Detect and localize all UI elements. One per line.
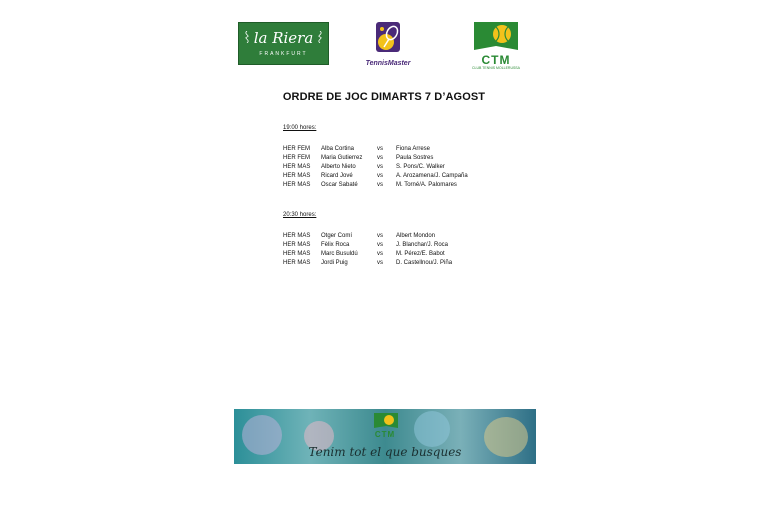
- match-category: HER MAS: [283, 242, 311, 248]
- match-player-2: Paula Sostres: [396, 155, 434, 161]
- match-row: [283, 172, 503, 181]
- match-row: [283, 259, 503, 268]
- match-vs: vs: [377, 155, 383, 161]
- match-player-1: Maria Gutierrez: [321, 155, 363, 161]
- match-category: HER MAS: [283, 260, 311, 266]
- match-player-2: Albert Mondon: [396, 233, 436, 239]
- ornament-icon: [243, 31, 251, 43]
- match-player-2: M. Pérez/E. Babot: [396, 251, 445, 257]
- match-row: [283, 154, 503, 163]
- match-category: HER FEM: [283, 146, 310, 152]
- match-player-2: D. Castellnou/J. Piña: [396, 260, 453, 266]
- match-player-2: M. Torné/A. Palomares: [396, 182, 457, 188]
- match-category: HER FEM: [283, 155, 310, 161]
- match-player-1: Fèlix Roca: [321, 242, 350, 248]
- match-vs: vs: [377, 164, 383, 170]
- match-row: [283, 232, 503, 241]
- match-vs: vs: [377, 251, 383, 257]
- match-player-1: Alba Cortina: [321, 146, 355, 152]
- page-title: ORDRE DE JOC DIMARTS 7 D’AGOST: [282, 91, 486, 103]
- match-vs: vs: [377, 146, 383, 152]
- match-row: [283, 250, 503, 259]
- match-category: HER MAS: [283, 164, 311, 170]
- match-player-1: Oscar Sabaté: [321, 182, 358, 188]
- ctm-ball-flag-icon: [464, 20, 528, 54]
- tennis-master-name: TennisMaster: [365, 60, 411, 67]
- match-vs: vs: [377, 173, 383, 179]
- la-riera-sub: FRANKFURT: [259, 51, 308, 57]
- match-player-1: Alberto Nieto: [321, 164, 356, 170]
- match-row: [283, 163, 503, 172]
- time-slot-label: 20:30 hores:: [283, 212, 317, 218]
- match-list: [283, 145, 503, 190]
- la-riera-name: la Riera: [253, 29, 314, 47]
- match-vs: vs: [377, 260, 383, 266]
- match-category: HER MAS: [283, 182, 311, 188]
- ctm-sub: CLUB TENNIS MOLLERUSSA: [472, 66, 520, 70]
- match-player-1: Marc Busuldú: [321, 251, 358, 257]
- match-player-1: Jordi Puig: [321, 260, 348, 266]
- match-row: [283, 241, 503, 250]
- match-category: HER MAS: [283, 233, 311, 239]
- match-player-1: Ricard Jové: [321, 173, 353, 179]
- match-row: [283, 181, 503, 190]
- match-vs: vs: [377, 233, 383, 239]
- banner-slogan: Tenim tot el que busques: [308, 445, 462, 459]
- banner-ctm-text: CTM: [374, 430, 396, 439]
- tennis-player-icon: [364, 21, 412, 61]
- match-row: [283, 145, 503, 154]
- banner-ctm-logo-icon: [370, 412, 402, 430]
- ctm-banner: [234, 409, 536, 464]
- match-player-2: J. Blanchar/J. Roca: [396, 242, 449, 248]
- match-player-2: S. Pons/C. Walker: [396, 164, 445, 170]
- time-slot-label: 19:00 hores:: [283, 125, 317, 131]
- match-player-2: A. Arozamena/J. Campaña: [396, 173, 468, 179]
- ctm-name: CTM: [481, 53, 511, 67]
- banner-silhouette: [414, 411, 450, 447]
- tennis-master-logo: [364, 21, 412, 71]
- match-player-1: Otger Comí: [321, 233, 353, 239]
- match-player-2: Fiona Arrese: [396, 146, 431, 152]
- match-category: HER MAS: [283, 173, 311, 179]
- match-vs: vs: [377, 242, 383, 248]
- ctm-logo: [464, 20, 528, 72]
- ornament-icon: [316, 31, 324, 43]
- match-vs: vs: [377, 182, 383, 188]
- la-riera-logo: [238, 22, 329, 65]
- match-category: HER MAS: [283, 251, 311, 257]
- match-list: [283, 232, 503, 268]
